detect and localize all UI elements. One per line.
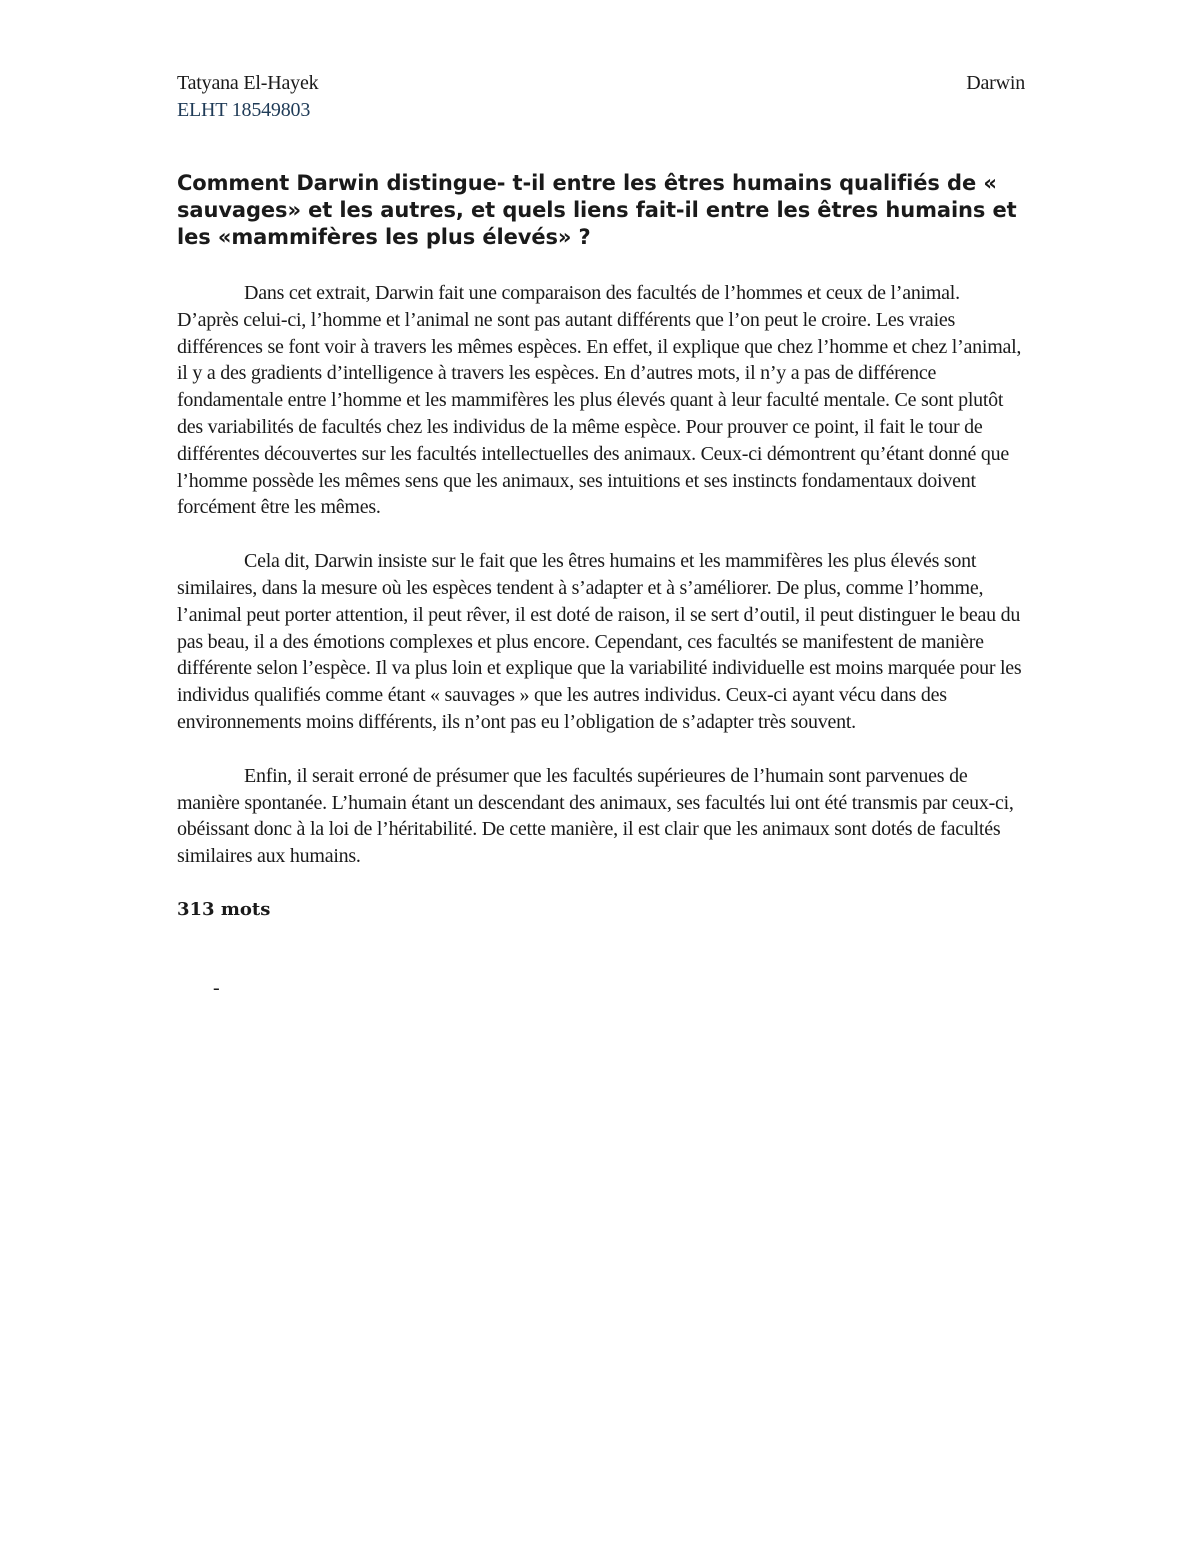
paragraph-3: Enfin, il serait erroné de présumer que les facultés supérieures de l’humain sont parvenues de manière spontanée. L’humain étant un descendant des animaux, ses facultés lui ont été transmis par ceux-ci, obéissant donc à la loi de l’héritabilité. De cette manière, il est clair que les animaux sont dotés de facultés similaires aux humains. xyxy=(177,764,1014,868)
trailing-dash: - xyxy=(213,976,220,999)
essay-body xyxy=(177,280,1025,870)
student-id: ELHT 18549803 xyxy=(177,99,311,121)
paragraph-2: Cela dit, Darwin insiste sur le fait que les êtres humains et les mammifères les plus élevés sont similaires, dans la mesure où les espèces tendent à s’adapter et à s’améliorer. De plus, comme l’homme, l’animal peut porter attention, il peut rêver, il est doté de raison, il se sert d’outil, il peut distinguer le beau du pas beau, il a des émotions complexes et plus encore. Cependant, ces facultés se manifestent de manière différente selon l’espèce. Il va plus loin et explique que la variabilité individuelle est moins marquée pour les individus qualifiés comme étant « sauvages » que les autres individus. Ceux-ci ayant vécu dans des environnements moins différents, ils n’ont pas eu l’obligation de s’adapter très souvent. xyxy=(177,550,1022,733)
subject-name: Darwin xyxy=(966,72,1025,94)
word-count: 313 mots xyxy=(177,898,271,920)
author-name: Tatyana El-Hayek xyxy=(177,72,319,94)
paragraph-1: Dans cet extrait, Darwin fait une comparaison des facultés de l’hommes et ceux de l’animal. D’après celui-ci, l’homme et l’animal ne sont pas autant différents que l’on peut le croire. Les vraies différences se font voir à travers les mêmes espèces. En effet, il explique que chez l’homme et chez l’animal, il y a des gradients d’intelligence à travers les espèces. En d’autres mots, il n’y a pas de différence fondamentale entre l’homme et les mammifères les plus élevés quant à leur faculté mentale. Ce sont plutôt des variabilités de facultés chez les individus de la même espèce. Pour prouver ce point, il fait le tour de différentes découvertes sur les facultés intellectuelles des animaux. Ceux-ci démontrent qu’étant donné que l’homme possède les mêmes sens que les animaux, ses intuitions et ses instincts fondamentaux doivent forcément être les mêmes. xyxy=(177,282,1022,519)
document-page xyxy=(177,70,1025,1001)
question-heading: Comment Darwin distingue- t-il entre les êtres humains qualifiés de « sauvages» et les autres, et quels liens fait-il entre les êtres humains et les «mammifères les plus élevés» ? xyxy=(177,171,1017,249)
header-row xyxy=(177,70,1025,97)
